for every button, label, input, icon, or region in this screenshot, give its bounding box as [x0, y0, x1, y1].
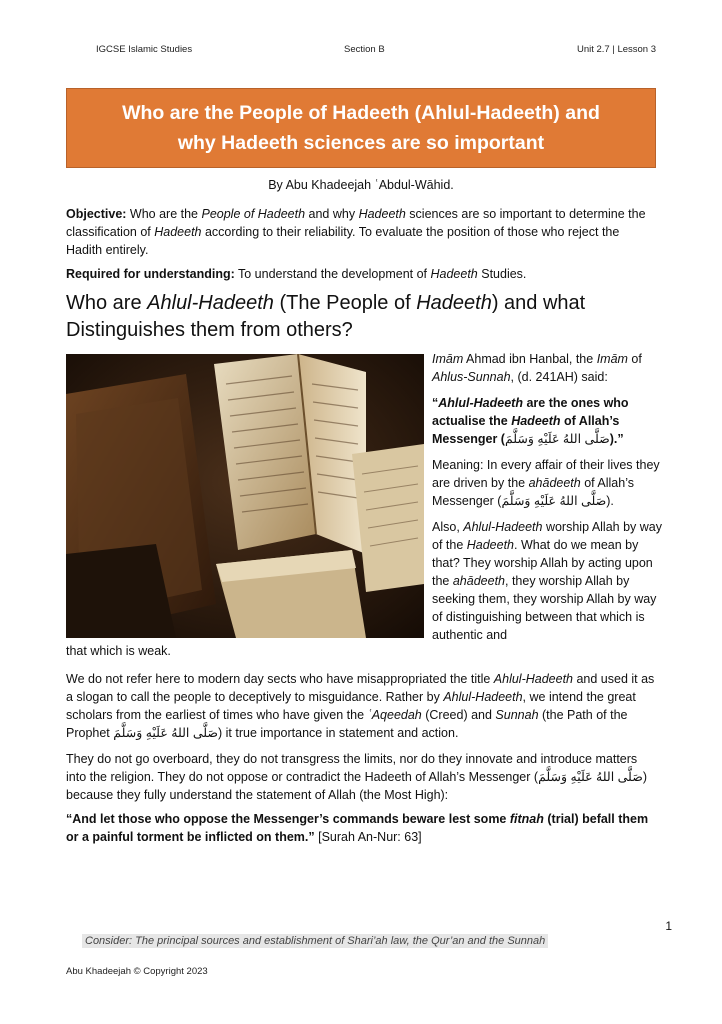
- header-center: Section B: [344, 44, 385, 55]
- limits-paragraph: They do not go overboard, they do not transgress the limits, nor do they innovate and introduce matters into the religion. They do not oppose or contradict the Hadeeth of Allah’s Messenger (صَلَّى اللهُ عَلَيْهِ وَسَلَّمَ) because they fully understand the statement of Allah (the Most High):: [66, 752, 647, 802]
- quran-quote: “And let those who oppose the Messenger’s commands beware lest some fitnah (trial) befall them or a painful torment be inflicted on them.” [Surah An-Nur: 63]: [66, 812, 649, 844]
- worship-paragraph: Also, Ahlul-Hadeeth worship Allah by way of the Hadeeth. What do we mean by that? They worship Allah by acting upon the ahādeeth, they worship Allah by seeking them, they worship Allah by way of distinguishing between that which is authentic and: [432, 520, 662, 642]
- manuscripts-photo: [66, 354, 424, 638]
- objective-paragraph: Objective: Who are the People of Hadeeth and why Hadeeth sciences are so important to determine the classification of Hadeeth according to their reliability. To evaluate the position of those who reject the Hadith entirely.: [66, 207, 646, 257]
- header-left: IGCSE Islamic Studies: [96, 44, 193, 55]
- meaning-paragraph: Meaning: In every affair of their lives they are driven by the ahādeeth of Allah’s Messenger (صَلَّى اللهُ عَلَيْهِ وَسَلَّمَ).: [432, 458, 660, 508]
- required-paragraph: Required for understanding: To understand the development of Hadeeth Studies.: [66, 267, 527, 281]
- section-heading: Who are Ahlul-Hadeeth (The People of Hadeeth) and what Distinguishes them from others?: [66, 292, 586, 341]
- consider-note: Consider: The principal sources and establishment of Shari’ah law, the Qur’an and the Sunnah: [82, 934, 548, 948]
- worship-continuation: that which is weak.: [66, 644, 171, 658]
- imam-quote: “Ahlul-Hadeeth are the ones who actualise the Hadeeth of Allah’s Messenger (صَلَّى اللهُ عَلَيْهِ وَسَلَّمَ).”: [432, 396, 629, 446]
- imam-intro: Imām Ahmad ibn Hanbal, the Imām of Ahlus-Sunnah, (d. 241AH) said:: [432, 352, 642, 384]
- title-line-1: Who are the People of Hadeeth (Ahlul-Hadeeth) and: [122, 102, 600, 124]
- page-number: 1: [665, 919, 672, 933]
- header-right: Unit 2.7 | Lesson 3: [576, 44, 656, 55]
- copyright: Abu Khadeejah © Copyright 2023: [66, 966, 208, 977]
- title-line-2: why Hadeeth sciences are so important: [177, 132, 545, 154]
- byline: By Abu Khadeejah ʿAbdul-Wāhid.: [268, 178, 454, 192]
- title-banner: [66, 88, 656, 168]
- sects-paragraph: We do not refer here to modern day sects who have misappropriated the title Ahlul-Hadeeth and used it as a slogan to call the people to deceptively to misguidance. Rather by Ahlul-Hadeeth, we intend the great scholars from the earliest of times who have given the ʿAqeedah (Creed) and Sunnah (the Path of the Prophet صَلَّى اللهُ عَلَيْهِ وَسَلَّمَ) it true importance in statement and action.: [66, 672, 655, 740]
- page-title: [122, 98, 600, 158]
